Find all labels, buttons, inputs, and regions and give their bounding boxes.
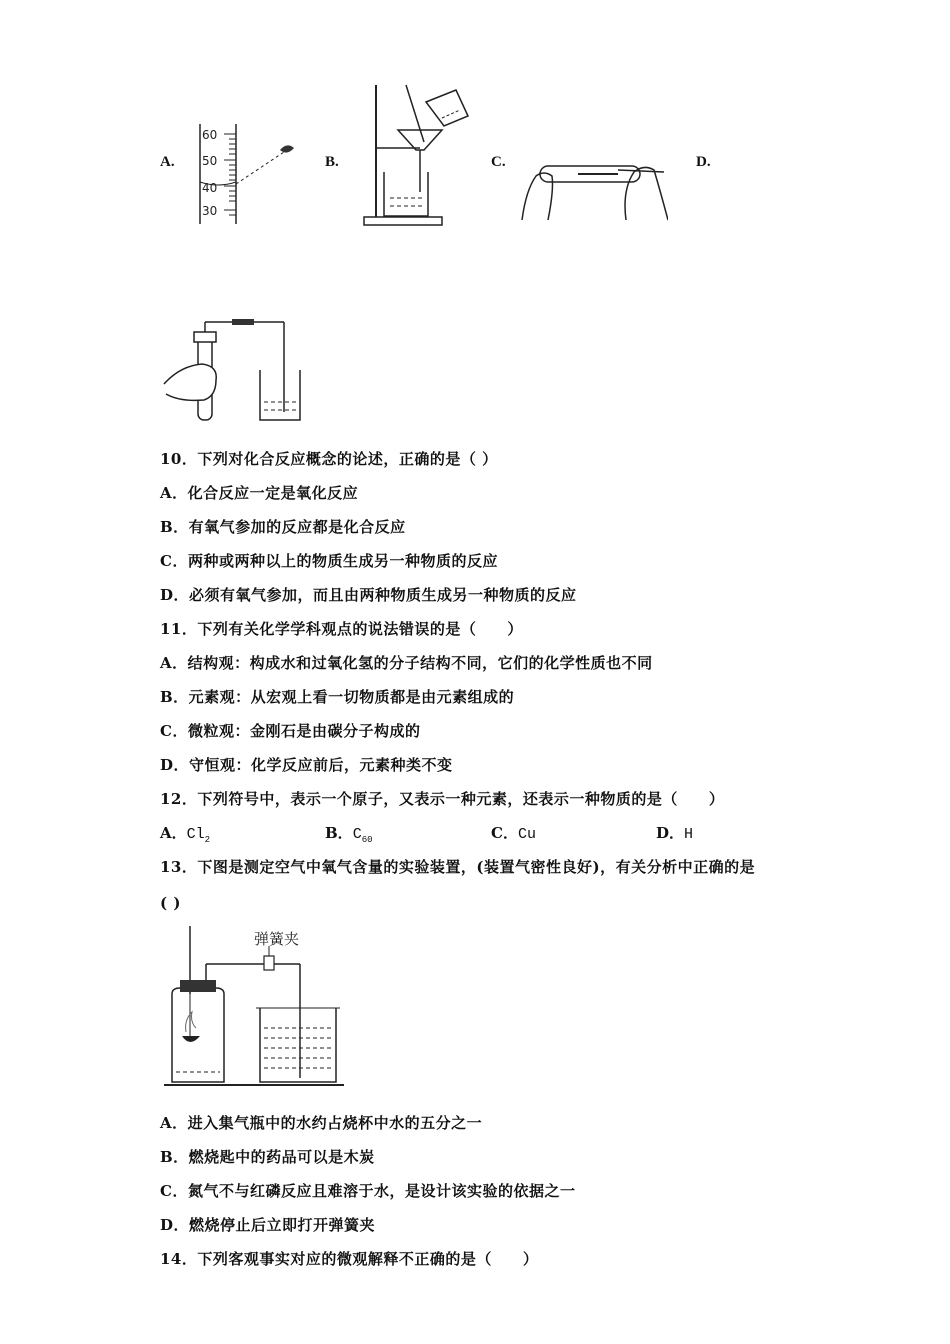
option-c-label: C. [491,154,506,170]
question-12-option-d [656,822,693,843]
question-11-option-b: B．元素观：从宏观上看一切物质都是由元素组成的 [160,688,515,706]
question-12-option-b [325,822,373,845]
question-12-stem: 12．下列符号中，表示一个原子，又表示一种元素，还表示一种物质的是（ ） [160,790,725,808]
question-11-option-a: A．结构观：构成水和过氧化氢的分子结构不同，它们的化学性质也不同 [160,654,653,672]
tick-label: 60 [202,128,218,142]
graduated-cylinder-figure [192,122,302,230]
oxygen-content-apparatus-figure [160,924,350,1090]
chemical-symbol: C [352,826,362,843]
test-tube-heating-figure [518,150,668,228]
chemical-symbol: Cu [517,826,536,843]
question-11-option-d: D．守恒观：化学反应前后，元素种类不变 [160,756,453,774]
question-12-option-c [491,822,536,843]
question-13-option-d: D．燃烧停止后立即打开弹簧夹 [160,1216,376,1234]
question-13-stem-line1: 13．下图是测定空气中氧气含量的实验装置，(装置气密性良好)，有关分析中正确的是 [160,858,756,876]
question-10-option-b: B．有氧气参加的反应都是化合反应 [160,518,406,536]
question-11-option-c: C．微粒观：金刚石是由碳分子构成的 [160,722,421,740]
tick-label: 50 [202,154,218,168]
option-label: B． [325,824,353,842]
question-10-option-c: C．两种或两种以上的物质生成另一种物质的反应 [160,552,498,570]
eye-icon [280,145,294,152]
subscript: 60 [361,835,373,845]
question-13-option-c: C．氮气不与红磷反应且难溶于水，是设计该实验的依据之一 [160,1182,576,1200]
question-13-option-a: A．进入集气瓶中的水约占烧杯中水的五分之一 [160,1114,483,1132]
tick-label: 30 [202,204,218,218]
filtration-figure [360,80,475,230]
question-10-stem: 10．下列对化合反应概念的论述，正确的是（ ） [160,450,498,468]
option-a-label: A. [160,154,175,170]
option-label: D． [656,824,685,842]
question-13-stem-line2: ( ) [160,894,181,912]
option-d-label: D. [696,154,711,170]
question-10-option-a: A．化合反应一定是氧化反应 [160,484,359,502]
option-b-label: B. [325,154,339,170]
question-13-option-b: B．燃烧匙中的药品可以是木炭 [160,1148,375,1166]
spring-clamp-label: 弹簧夹 [254,930,300,948]
airtightness-check-figure [160,316,310,424]
chemical-symbol: Cl [186,826,205,843]
option-label: C． [491,824,518,842]
tick-label: 40 [202,181,218,195]
chemical-symbol: H [684,826,694,843]
question-12-option-a [160,822,210,845]
subscript: 2 [204,835,211,845]
question-10-option-d: D．必须有氧气参加，而且由两种物质生成另一种物质的反应 [160,586,577,604]
option-label: A． [160,824,187,842]
question-11-stem: 11．下列有关化学学科观点的说法错误的是（ ） [160,620,523,638]
question-14-stem: 14．下列客观事实对应的微观解释不正确的是（ ） [160,1250,539,1268]
